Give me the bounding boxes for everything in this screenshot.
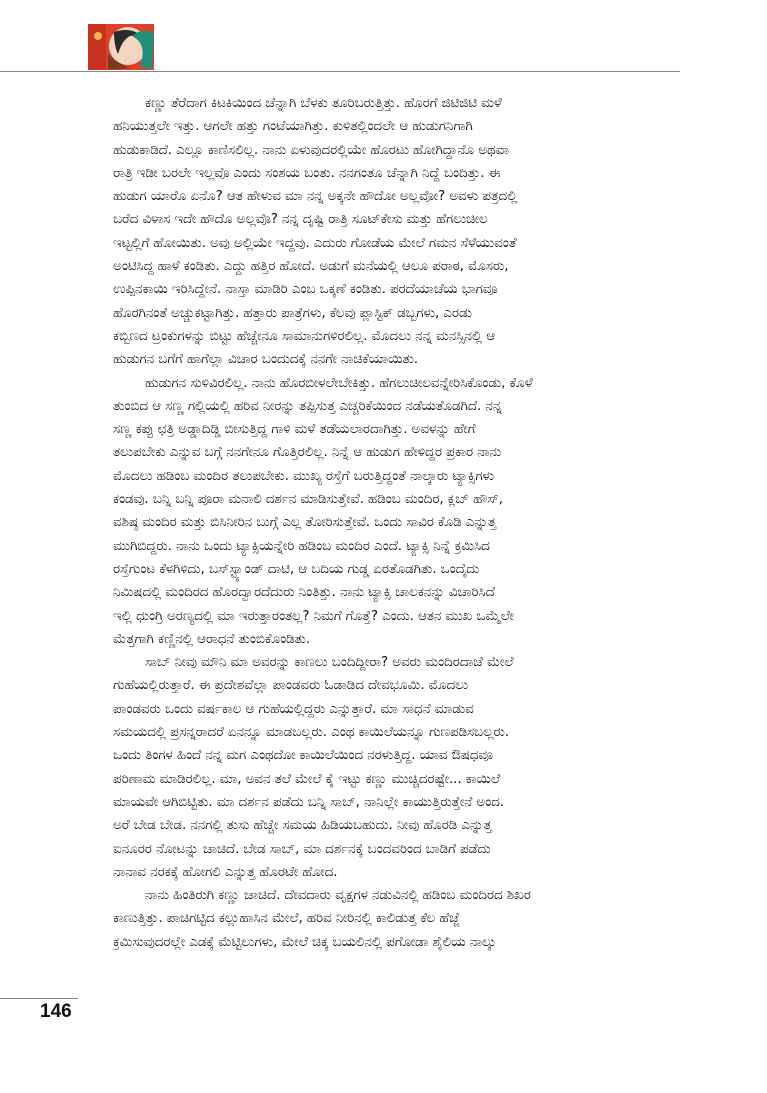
text-line: ಇಟ್ಟಲ್ಲಿಗೆ ಹೋಯಿತು. ಅವು ಅಲ್ಲಿಯೇ ಇದ್ದವು. ಎದುರು ಗೋಡೆಯ ಮೇಲೆ ಗಮನ ಸೆಳೆಯುವಂತೆ: [113, 234, 517, 251]
text-line: ಸಮಯದಲ್ಲಿ ಪ್ರಸನ್ನರಾದರೆ ಏನನ್ನೂ ಮಾಡಬಲ್ಲರು. ಎಂಥ ಕಾಯಿಲೆಯನ್ನೂ ಗುಣಪಡಿಸಬಲ್ಲರು.: [113, 724, 509, 741]
text-line: ನಾನು ಹಿಂತಿರುಗಿ ಕಣ್ಣು ಚಾಚಿದೆ. ದೇವದಾರು ವೃಕ್ಷಗಳ ನಡುವಿನಲ್ಲಿ ಹಡಿಂಬ ಮಂದಿರದ ಶಿಖರ: [145, 887, 531, 904]
text-line: ಮಾಯವೇ ಆಗಿಬಿಟ್ಟಿತು. ಮಾ ದರ್ಶನ ಪಡೆದು ಬನ್ನಿ ಸಾಬ್, ನಾನಿಲ್ಲೇ ಕಾಯುತ್ತಿರುತ್ತೇನೆ ಅಂದ.: [113, 793, 504, 810]
text-line: ಸಣ್ಣ ಕಪ್ಪು ಛತ್ರಿ ಅಡ್ಡಾದಿಡ್ಡಿ ಬೀಸುತ್ತಿದ್ದ ಗಾಳಿ ಮಳೆ ತಡೆಯಲಾರದಾಗಿತ್ತು. ಅವಳನ್ನು ಹೇಗೆ: [113, 421, 476, 438]
text-line: ಹೊರಗಿನಂತೆ ಅಚ್ಚುಕಟ್ಟಾಗಿತ್ತು. ಹತ್ತಾರು ಪಾತ್ರೆಗಳು, ಕೆಲವು ಪ್ಲಾಸ್ಟಿಕ್ ಡಬ್ಬಗಳು, ಎರಡು: [113, 304, 472, 321]
text-line: ಸಾಬ್ ನೀವು ಮೌನಿ ಮಾ ಅವರನ್ನು ಕಾಣಲು ಬಂದಿದ್ದೀರಾ? ಅವರು ಮಂದಿರದಾಚೆ ಮೇಲೆ: [145, 654, 514, 671]
text-line: ರಸ್ತೆಗುಂಟ ಕೆಳಗಿಳಿದು, ಬಸ್‌ಸ್ಟ್ಯಾಂಡ್ ದಾಟಿ, ಆ ಬದಿಯ ಗುಡ್ಡ ಏರತೊಡಗಿತು. ಒಂದೈದು: [113, 560, 480, 577]
text-line: ಹುಡುಗನ ಬಗೆಗೆ ಹಾಗೆಲ್ಲಾ ವಿಚಾರ ಬಂದುದಕ್ಕೆ ನನಗೇ ನಾಚಿಕೆಯಾಯಿತು.: [113, 351, 418, 368]
text-line: ಮೆತ್ತಗಾಗಿ ಕಣ್ಣಿನಲ್ಲಿ ಆರಾಧನೆ ತುಂಬಿಕೊಂಡಿತು.: [113, 630, 311, 647]
text-line: ಮೊದಲು ಹಡಿಂಬ ಮಂದಿರ ತಲುಪಬೇಕು. ಮುಖ್ಯ ರಸ್ತೆಗೆ ಬರುತ್ತಿದ್ದಂತೆ ನಾಲ್ಕಾರು ಟ್ಯಾಕ್ಸಿಗಳು: [113, 467, 495, 484]
text-line: ಉಪ್ಪಿನಕಾಯಿ ಇರಿಸಿದ್ದೇನೆ. ನಾಸ್ತಾ ಮಾಡಿರಿ ಎಂಬ ಒಕ್ಕಣೆ ಕಂಡಿತು. ಪರದೆಯಾಚೆಯ ಭಾಗವೂ: [113, 281, 498, 298]
text-line: ಕ್ರಮಿಸುವುದರಲ್ಲೇ ಎಡಕ್ಕೆ ಮೆಟ್ಟಿಲುಗಳು, ಮೇಲೆ ಚಿಕ್ಕ ಬಯಲಿನಲ್ಲಿ ಪಗೋಡಾ ಶೈಲಿಯ ನಾಲ್ಕು: [113, 933, 497, 950]
text-line: ಕಂಡವು. ಬನ್ನಿ ಬನ್ನಿ ಪೂರಾ ಮನಾಲಿ ದರ್ಶನ ಮಾಡಿಸುತ್ತೇವೆ. ಹಡಿಂಬ ಮಂದಿರ, ಕ್ಲಬ್ ಹೌಸ್,: [113, 491, 503, 508]
header-rule: [0, 71, 680, 72]
text-line: ಅರೆ ಬೇಡ ಬೇಡ. ನನಗಲ್ಲಿ ತುಸು ಹೆಚ್ಚೇ ಸಮಯ ಹಿಡಿಯಬಹುದು. ನೀವು ಹೊರಡಿ ಎನ್ನುತ್ತ: [113, 817, 492, 834]
text-line: ಕಣ್ಣು ತೆರೆದಾಗ ಕಿಟಕಿಯಿಂದ ಚೆನ್ನಾಗಿ ಬೆಳಕು ತೂರಿಬರುತ್ತಿತ್ತು. ಹೊರಗೆ ಜಿಟಿಜಿಟಿ ಮಳೆ: [145, 95, 502, 111]
text-line: ತಲುಪಬೇಕು ಎನ್ನುವ ಬಗ್ಗೆ ನನಗೇನೂ ಗೊತ್ತಿರಲಿಲ್ಲ. ನಿನ್ನೆ ಆ ಹುಡುಗ ಹೇಳಿದ್ದರ ಪ್ರಕಾರ ನಾನು: [113, 444, 502, 461]
text-line: ವಶಿಷ್ಠ ಮಂದಿರ ಮತ್ತು ಬಿಸಿನೀರಿನ ಬುಗ್ಗೆ ಎಲ್ಲ ತೋರಿಸುತ್ತೇವೆ. ಒಂದು ಸಾವಿರ ಕೊಡಿ ಎನ್ನುತ್ತ: [113, 514, 497, 531]
text-line: ಪರಿಣಾಮ ಮಾಡಿರಲಿಲ್ಲ. ಮಾ, ಅವನ ತಲೆ ಮೇಲೆ ಕೈ ಇಟ್ಟು ಕಣ್ಣು ಮುಚ್ಚಿದರಷ್ಟೇ... ಕಾಯಿಲೆ: [113, 770, 501, 787]
text-line: ನಾನಾವ ನರಕಕ್ಕೆ ಹೋಗಲಿ ಎನ್ನುತ್ತ ಹೊರಟೇ ಹೋದ.: [113, 863, 338, 880]
text-line: ತುಂಬಿದ ಆ ಸಣ್ಣ ಗಲ್ಲಿಯಲ್ಲಿ ಹರಿವ ನೀರನ್ನು ತಪ್ಪಿಸುತ್ತ ಎಚ್ಚರಿಕೆಯಿಂದ ನಡೆಯತೊಡಗಿದೆ. ನನ್ನ: [113, 397, 502, 414]
body-text: [113, 92, 661, 954]
text-line: ಮುಗಿಬಿದ್ದರು. ನಾನು ಒಂದು ಟ್ಯಾಕ್ಸಿಯನ್ನೇರಿ ಹಡಿಂಬ ಮಂದಿರ ಎಂದೆ. ಟ್ಯಾಕ್ಸಿ ನಿನ್ನೆ ಕ್ರಮಿಸಿದ: [113, 537, 490, 554]
page-number-rule: [0, 998, 78, 999]
text-line: ಹುಡುಗನ ಸುಳಿವಿರಲಿಲ್ಲ. ನಾನು ಹೊರಬೀಳಲೇಬೇಕಿತ್ತು. ಹೆಗಲುಚೀಲವನ್ನೇರಿಸಿಕೊಂಡು, ಕೊಳೆ: [145, 374, 533, 391]
text-line: ಐನೂರರ ನೋಟನ್ನು ಚಾಚಿದೆ. ಬೇಡ ಸಾಬ್, ಮಾ ದರ್ಶನಕ್ಕೆ ಬಂದವರಿಂದ ಬಾಡಿಗೆ ಪಡೆದು: [113, 840, 491, 857]
text-line: ಹನಿಯುತ್ತಲೇ ಇತ್ತು. ಆಗಲೇ ಹತ್ತು ಗಂಟೆಯಾಗಿತ್ತು. ಕುಳಿತಲ್ಲಿಂದಲೇ ಆ ಹುಡುಗನಿಗಾಗಿ: [113, 118, 473, 135]
text-line: ಪಾಂಡವರು ಒಂದು ವರ್ಷಕಾಲ ಆ ಗುಹೆಯಲ್ಲಿದ್ದರು ಎನ್ನುತ್ತಾರೆ. ಮಾ ಸಾಧನೆ ಮಾಡುವ: [113, 700, 474, 717]
text-line: ನಿಮಿಷದಲ್ಲಿ ಮಂದಿರದ ಹೊರದ್ವಾರದೆದುರು ನಿಂತಿತ್ತು. ನಾನು ಟ್ಯಾಕ್ಸಿ ಚಾಲಕನನ್ನು ವಿಚಾರಿಸಿದೆ: [113, 584, 495, 601]
text-line: ಇಲ್ಲಿ ಧುಂಗ್ರಿ ಅರಣ್ಯದಲ್ಲಿ ಮಾ ಇರುತ್ತಾರಂತಲ್ಲ? ನಿಮಗೆ ಗೊತ್ತೆ? ಎಂದು. ಆತನ ಮುಖ ಒಮ್ಮೆಲೇ: [113, 607, 514, 624]
magazine-logo-icon: [88, 24, 154, 70]
text-line: ಅಂಟಿಸಿದ್ದ ಹಾಳೆ ಕಂಡಿತು. ಎದ್ದು ಹತ್ತಿರ ಹೋದೆ. ಅಡುಗೆ ಮನೆಯಲ್ಲಿ ಆಲೂ ಪರಾಠ, ಮೊಸರು,: [113, 258, 509, 275]
text-line: ಬರೆದ ವಿಳಾಸ ಇದೇ ಹೌದೊ ಅಲ್ಲವೊ? ನನ್ನ ದೃಷ್ಟಿ ರಾತ್ರಿ ಸೂಟ್‌ಕೇಸು ಮತ್ತು ಹೆಗಲುಚೀಲ: [113, 211, 488, 228]
text-line: ಗುಹೆಯಲ್ಲಿರುತ್ತಾರೆ. ಈ ಪ್ರದೇಶವೆಲ್ಲಾ ಪಾಂಡವರು ಓಡಾಡಿದ ದೇವಭೂಮಿ. ಮೊದಲು: [113, 677, 469, 694]
text-line: ಕಾಣುತ್ತಿತ್ತು. ಪಾಚಿಗಟ್ಟಿದ ಕಲ್ಲುಹಾಸಿನ ಮೇಲೆ, ಹರಿವ ನೀರಿನಲ್ಲಿ ಕಾಲಿಡುತ್ತ ಕೆಲ ಹೆಜ್ಜೆ: [113, 910, 460, 927]
text-line: ಒಂದು ತಿಂಗಳ ಹಿಂದೆ ನನ್ನ ಮಗ ಎಂಥದೋ ಕಾಯಿಲೆಯಿಂದ ನರಳುತ್ತಿದ್ದ. ಯಾವ ಔಷಧವೂ: [113, 747, 493, 764]
page-number: 146: [40, 1001, 72, 1022]
text-line: ಹುಡುಗ ಯಾರೊ ಏನೊ? ಆತ ಹೇಳುವ ಮಾ ನನ್ನ ಅಕ್ಕನೇ ಹೌದೋ ಅಲ್ಲವೋ? ಅವಳು ಪತ್ರದಲ್ಲಿ: [113, 188, 518, 205]
text-line: ರಾತ್ರಿ ಇಡೀ ಬರಲೇ ಇಲ್ಲವೊ ಎಂದು ಸಂಶಯ ಬಂತು. ನನಗಂತೂ ಚೆನ್ನಾಗಿ ನಿದ್ದೆ ಬಂದಿತ್ತು. ಈ: [113, 164, 501, 181]
text-line: ಕಬ್ಬಿಣದ ಟ್ರಂಕುಗಳನ್ನು ಬಿಟ್ಟು ಹೆಚ್ಚೇನೂ ಸಾಮಾನುಗಳಿರಲಿಲ್ಲ. ಮೊದಲು ನನ್ನ ಮನಸ್ಸಿನಲ್ಲಿ ಆ: [113, 327, 496, 344]
text-line: ಹುಡುಕಾಡಿದೆ. ಎಲ್ಲೂ ಕಾಣಿಸಲಿಲ್ಲ. ನಾನು ಏಳುವುದರಲ್ಲಿಯೇ ಹೊರಟು ಹೋಗಿದ್ದಾನೊ ಅಥವಾ: [113, 141, 510, 158]
